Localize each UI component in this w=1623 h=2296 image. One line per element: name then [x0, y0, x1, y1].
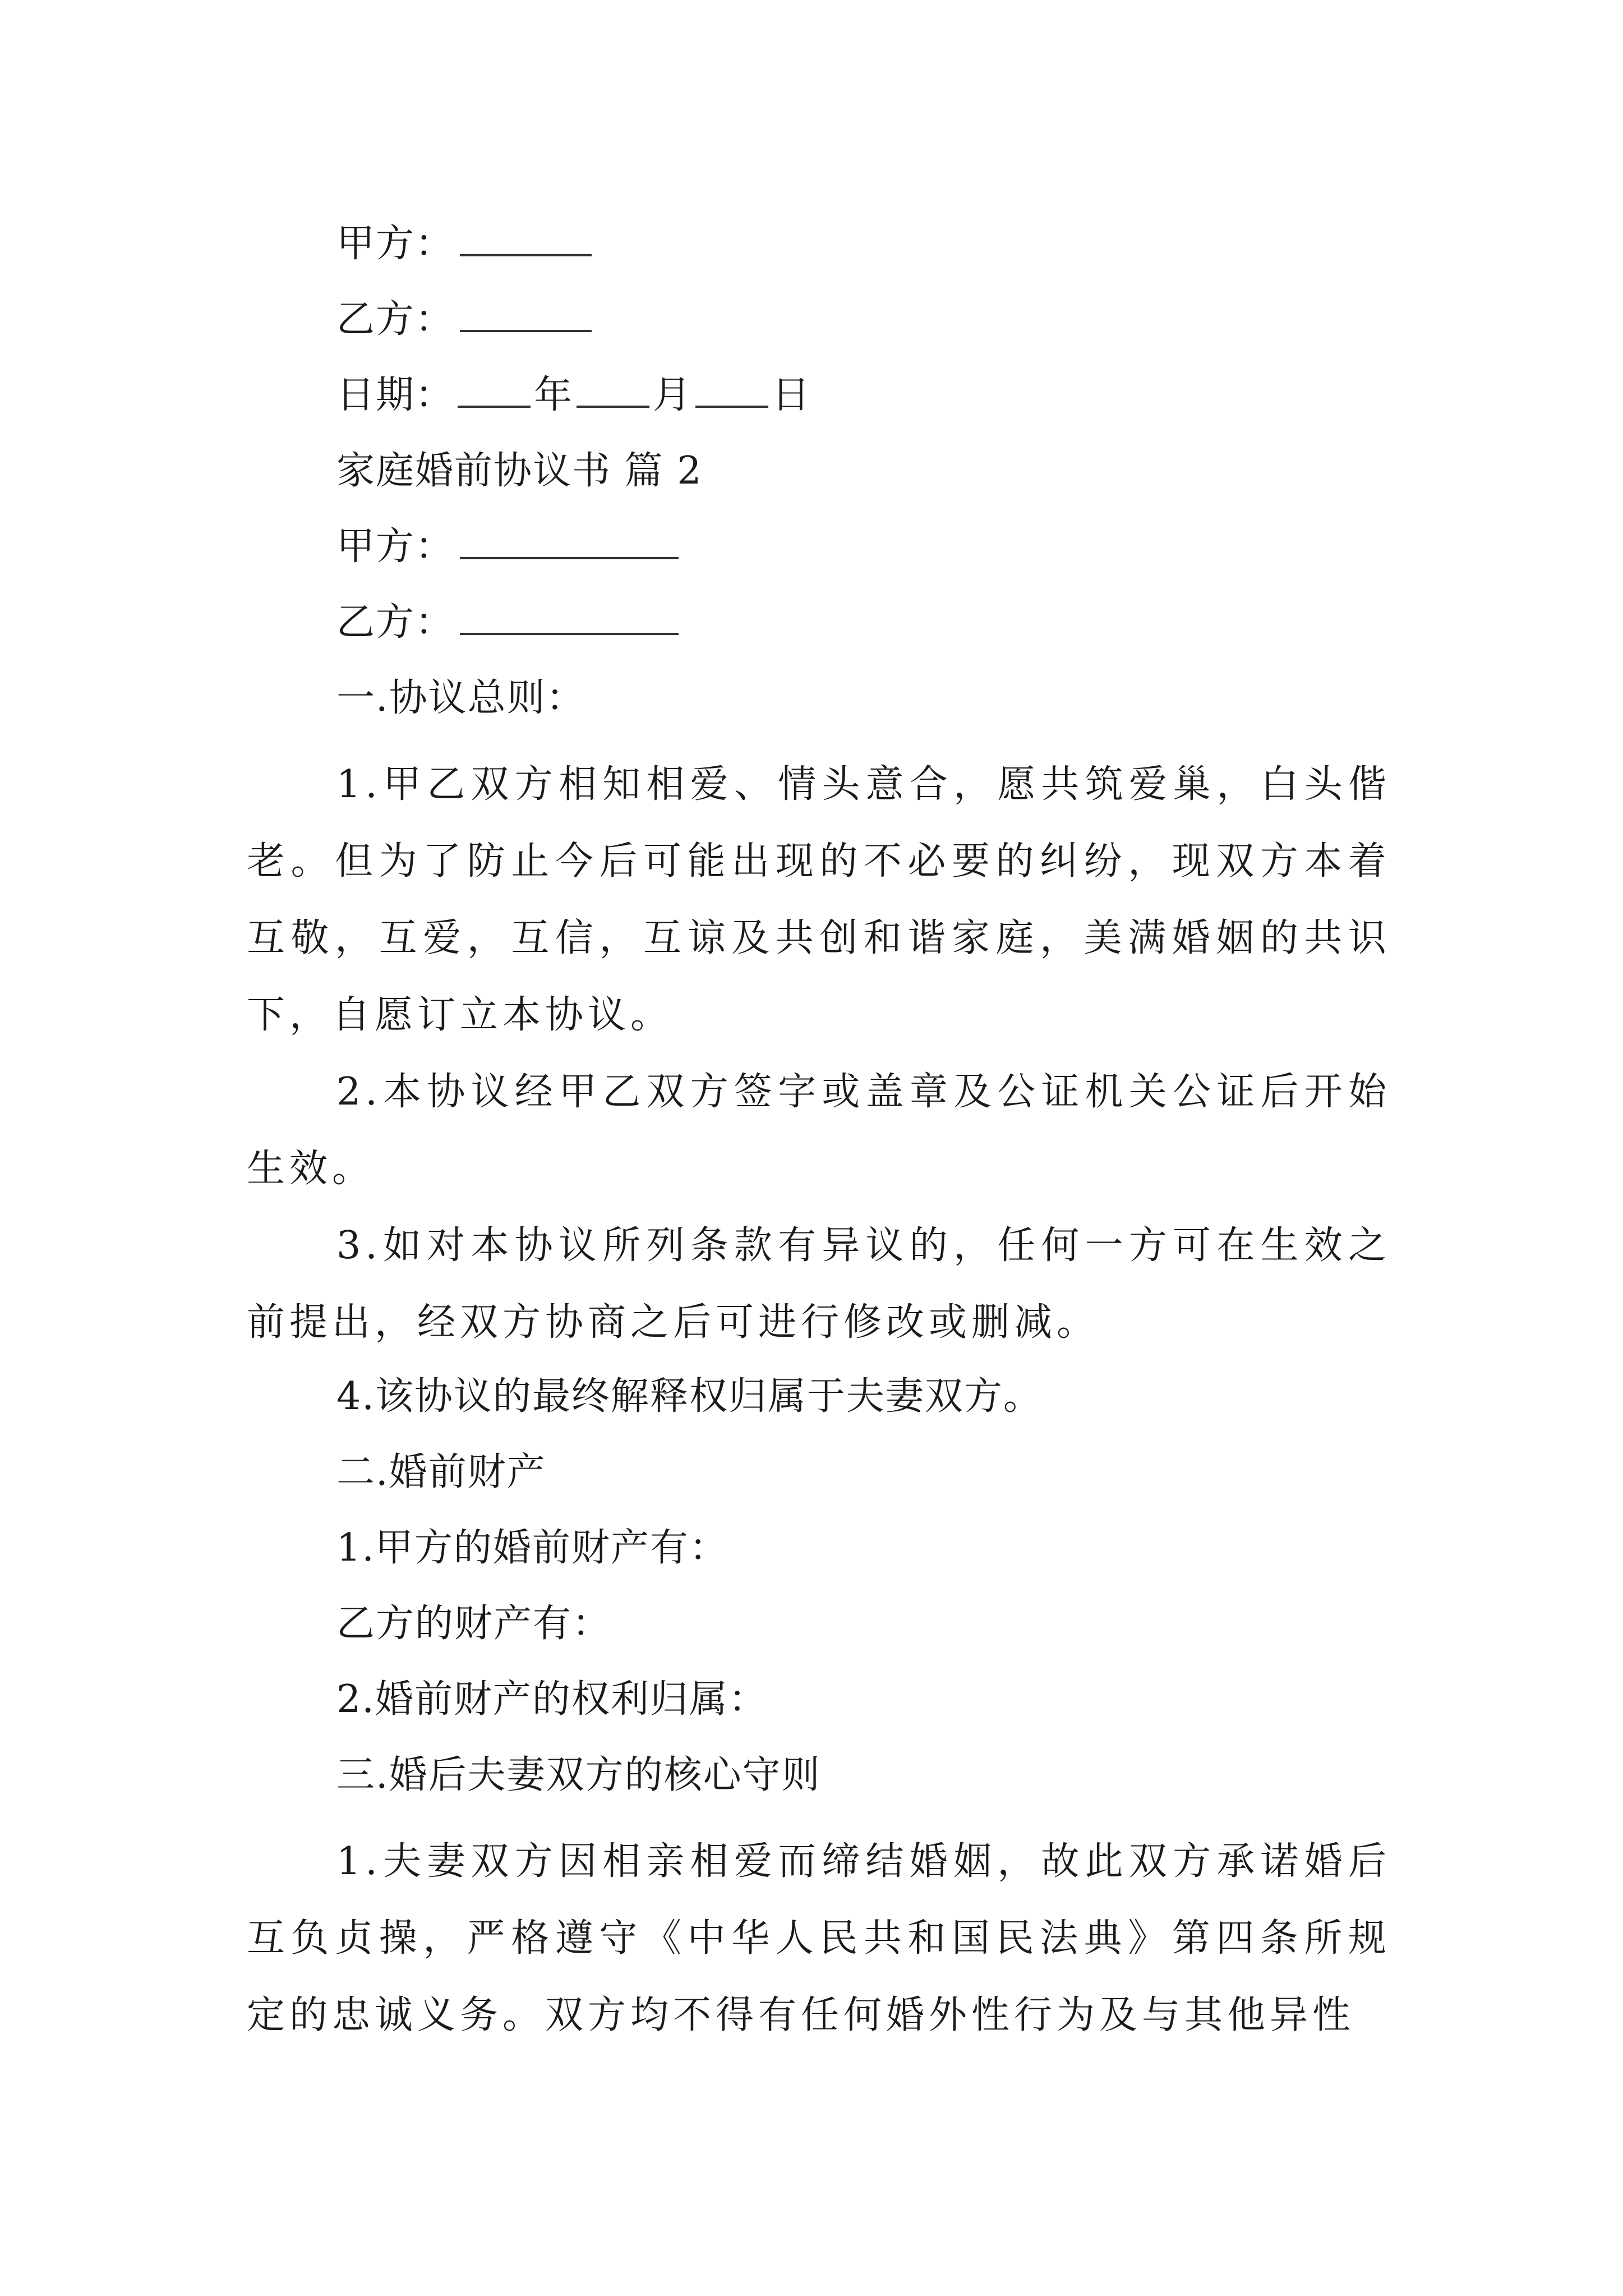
- party-a-line-1: [336, 222, 592, 266]
- party-b-label-2: 乙方：: [336, 600, 455, 645]
- party-b-label: 乙方：: [336, 297, 455, 342]
- party-a-blank-2: [460, 526, 679, 559]
- party-a-label-2: 甲方：: [336, 524, 455, 569]
- paragraph-1: 1.甲乙双方相知相爱、情头意合，愿共筑爱巢，白头偕老。但为了防止今后可能出现的不必要的纠纷，现双方本着互敬，互爱，互信，互谅及共创和谐家庭，美满婚姻的共识下，自愿订立本协议。: [247, 762, 1391, 1037]
- paragraph-5: 1.夫妻双方因相亲相爱而缔结婚姻，故此双方承诺婚后互负贞操，严格遵守《中华人民共和国民法典》第四条所规定的忠诚义务。双方均不得有任何婚外性行为及与其他异性: [247, 1839, 1391, 2037]
- section-title-2: 家庭婚前协议书 篇 2: [336, 449, 703, 493]
- year-label: 年: [534, 373, 574, 417]
- party-b-blank: [460, 298, 592, 332]
- section-heading-2: 二.婚前财产: [336, 1450, 546, 1494]
- party-b-line-1: [336, 297, 592, 342]
- item-2-2: 2.婚前财产的权利归属：: [336, 1677, 768, 1722]
- paragraph-4: 4.该协议的最终解释权归属于夫妻双方。: [336, 1374, 1043, 1419]
- item-2-1: 1.甲方的婚前财产有：: [336, 1526, 728, 1570]
- day-blank: [695, 374, 768, 408]
- date-label: 日期：: [336, 373, 455, 417]
- party-a-line-2: [336, 524, 679, 569]
- date-line: [336, 373, 811, 418]
- year-blank: [458, 374, 531, 408]
- party-a-label: 甲方：: [336, 222, 455, 266]
- party-b-line-2: [336, 600, 679, 645]
- item-2-1b: 乙方的财产有：: [336, 1602, 612, 1646]
- section-heading-1: 一.协议总则：: [336, 676, 585, 720]
- paragraph-2: 2.本协议经甲乙双方签字或盖章及公证机关公证后开始生效。: [247, 1070, 1391, 1191]
- month-label: 月: [653, 373, 693, 417]
- party-a-blank: [460, 223, 592, 256]
- month-blank: [577, 374, 649, 408]
- day-label: 日: [772, 373, 811, 417]
- section-heading-3: 三.婚后夫妻双方的核心守则: [336, 1753, 821, 1797]
- party-b-blank-2: [460, 601, 679, 635]
- paragraph-3: 3.如对本协议所列条款有异议的，任何一方可在生效之前提出，经双方协商之后可进行修改或删减。: [247, 1223, 1391, 1345]
